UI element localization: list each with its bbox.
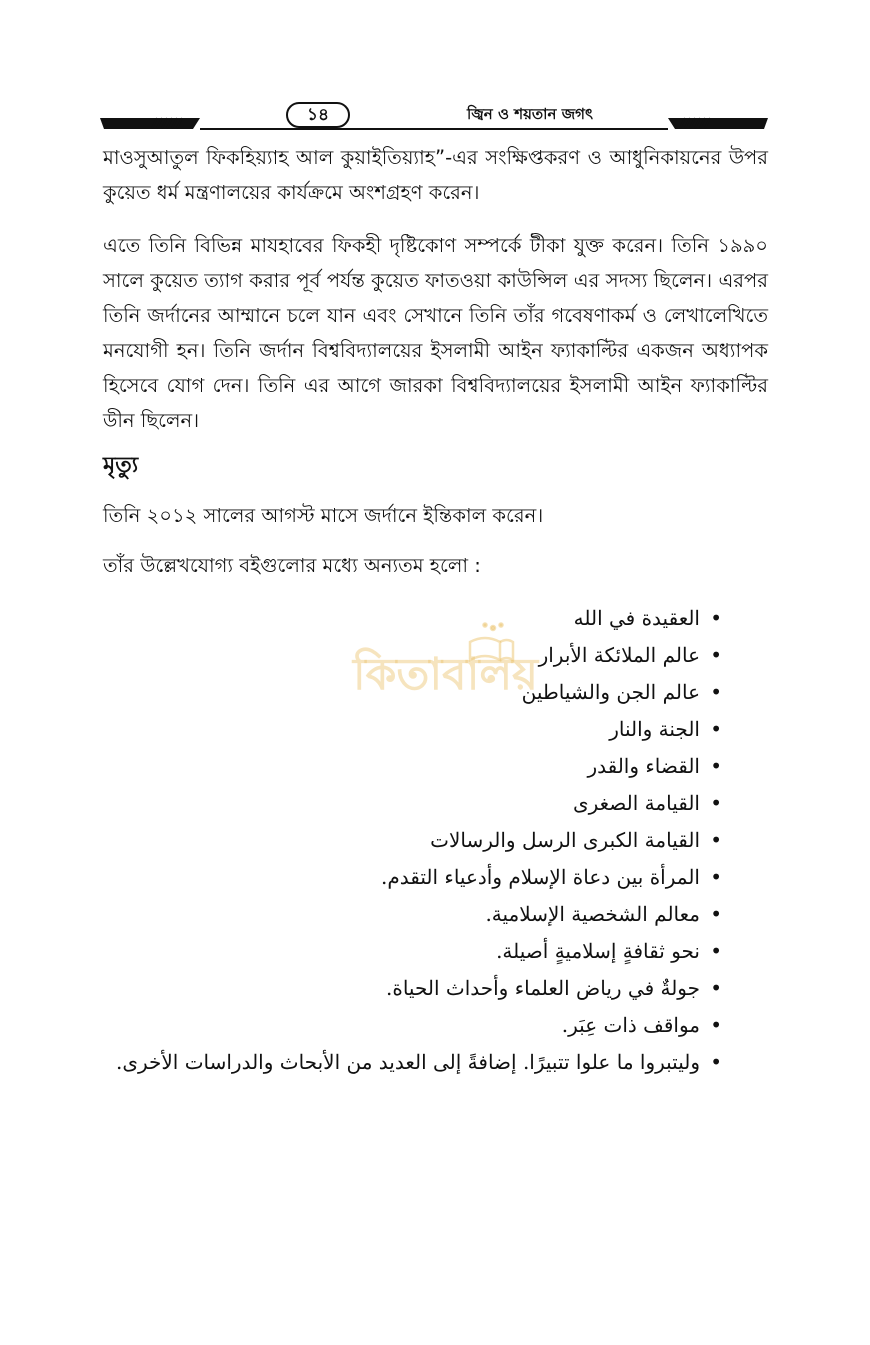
list-item: • نحو ثقافةٍ إسلاميةٍ أصيلة.: [100, 933, 722, 970]
running-title: জ্বিন ও শয়তান জগৎ: [467, 105, 593, 123]
watermark-text: কিতাবালয়: [353, 649, 539, 700]
paragraph-intro: মাওসুআতুল ফিকহিয়্যাহ আল কুয়াইতিয়্যাহ”-এর সংক্ষিপ্তকরণ ও আধুনিকায়নের উপর কুয়েত ধর্ম মন্ত্রণালয়ের কার্যক্রমে অংশগ্রহণ করেন।: [103, 146, 768, 204]
list-item: • العقيدة في الله: [100, 600, 722, 637]
list-item: • مواقف ذات عِبَر.: [100, 1007, 722, 1044]
page-header: [100, 100, 768, 134]
section-heading-death: মৃত্যু: [103, 453, 139, 478]
list-item: • جولةٌ في رياض العلماء وأحداث الحياة.: [100, 970, 722, 1007]
list-item: • معالم الشخصية الإسلامية.: [100, 896, 722, 933]
list-item: • الجنة والنار: [100, 711, 722, 748]
list-item: • القضاء والقدر: [100, 748, 722, 785]
list-item: • المرأة بين دعاة الإسلام وأدعياء التقدم.: [100, 859, 722, 896]
list-item: • عالم الجن والشياطين: [100, 674, 722, 711]
book-list: [100, 600, 722, 1081]
list-item: • عالم الملائكة الأبرار: [100, 637, 722, 674]
list-item: • القيامة الصغرى: [100, 785, 722, 822]
paragraph-death: তিনি ২০১২ সালের আগস্ট মাসে জর্দানে ইন্তিকাল করেন।: [103, 504, 544, 527]
paragraph-biography: এতে তিনি বিভিন্ন মাযহাবের ফিকহী দৃষ্টিকোণ সম্পর্কে টীকা যুক্ত করেন। তিনি ১৯৯০ সালে কুয়েত ত্যাগ করার পূর্ব পর্যন্ত কুয়েত ফাতওয়া কাউন্সিল এর সদস্য ছিলেন। এরপর তিনি জর্দানের আম্মানে চলে যান এবং সেখানে তিনি তাঁর গবেষণাকর্ম ও লেখালেখিতে মনযোগী হন। তিনি জর্দান বিশ্ববিদ্যালয়ের ইসলামী আইন ফ্যাকাল্টির একজন অধ্যাপক হিসেবে যোগ দেন। তিনি এর আগে জারকা বিশ্ববিদ্যালয়ের ইসলামী আইন ফ্যাকাল্টির ডীন ছিলেন।: [103, 234, 768, 432]
list-item: • وليتبروا ما علوا تتبيرًا. إضافةً إلى العديد من الأبحاث والدراسات الأخرى.: [100, 1044, 722, 1081]
list-item: • القيامة الكبرى الرسل والرسالات: [100, 822, 722, 859]
page-number: ১৪: [306, 105, 330, 125]
paragraph-books-intro: তাঁর উল্লেখযোগ্য বইগুলোর মধ্যে অন্যতম হলো :: [103, 554, 481, 577]
